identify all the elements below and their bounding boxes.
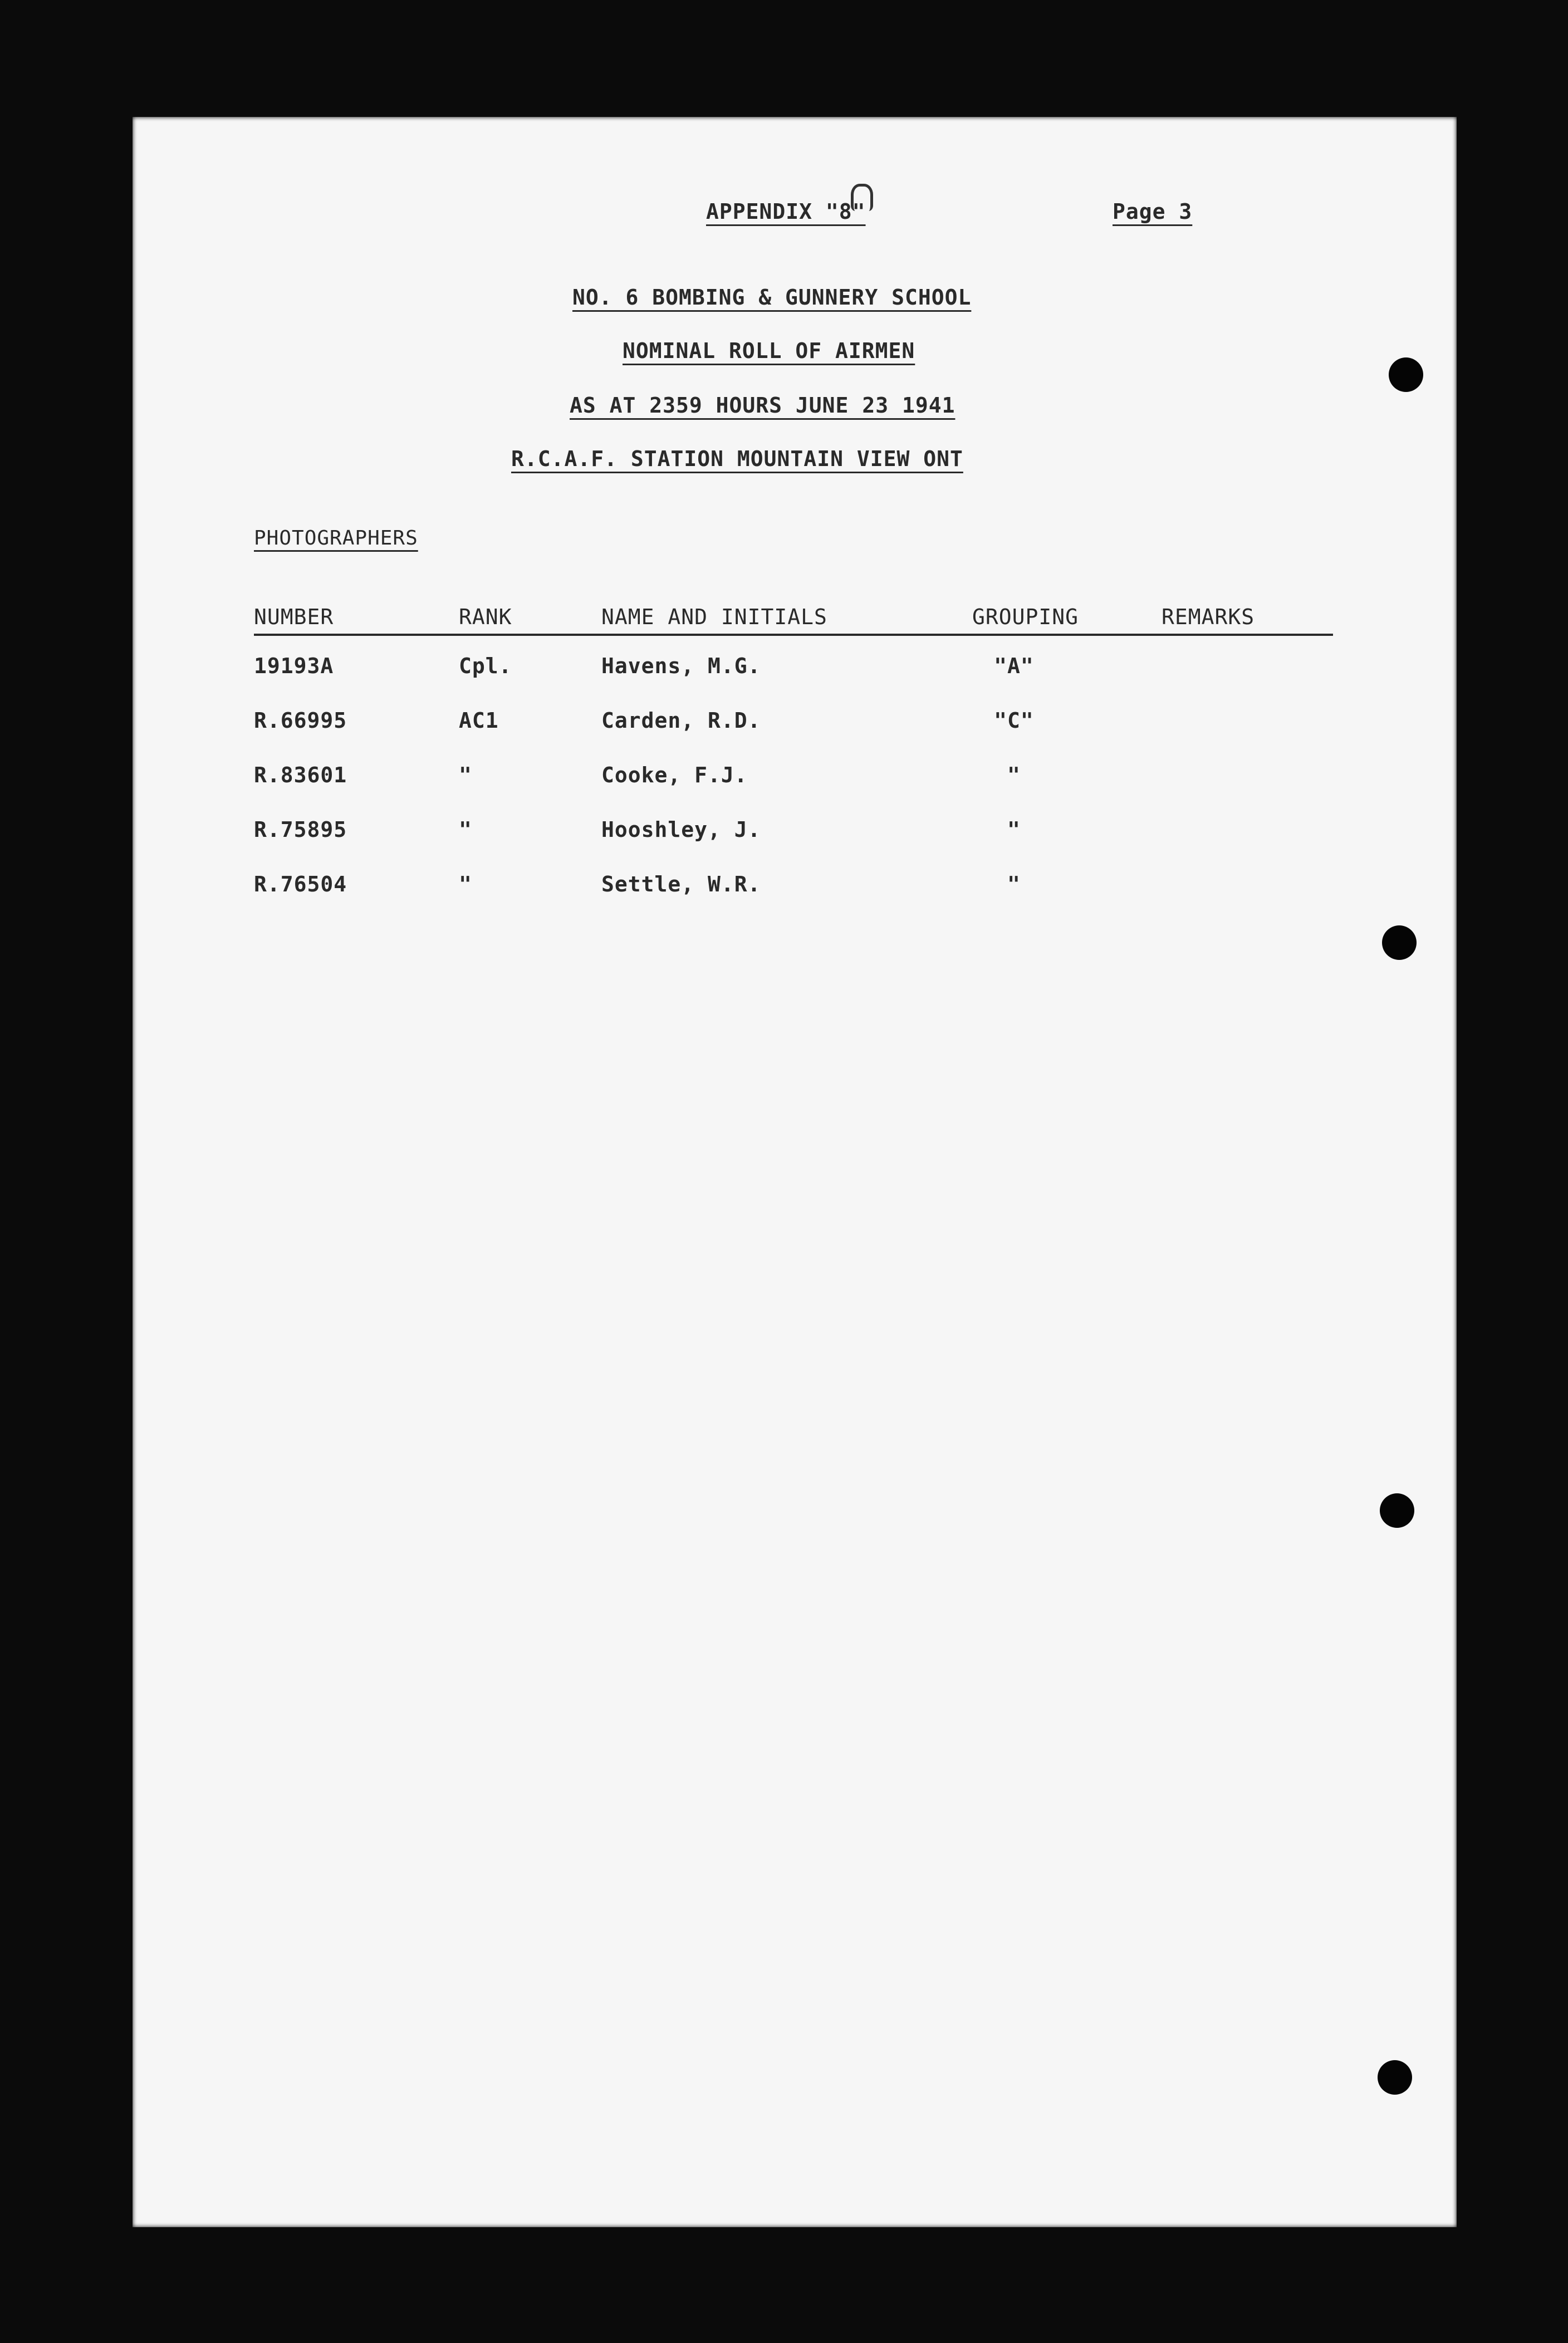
- table-row: [254, 800, 1333, 854]
- cell-name: Hooshley, J.: [601, 817, 761, 842]
- cell-number: R.75895: [254, 817, 347, 842]
- cell-name: Havens, M.G.: [601, 654, 761, 678]
- binder-hole: [1378, 2060, 1412, 2095]
- nominal-roll-table: [254, 600, 1333, 909]
- cell-number: 19193A: [254, 654, 334, 678]
- header-grouping: GROUPING: [972, 605, 1079, 629]
- header-rank: RANK: [459, 605, 512, 629]
- cell-rank: ": [459, 872, 472, 896]
- cell-name: Cooke, F.J.: [601, 763, 748, 787]
- station-title: R.C.A.F. STATION MOUNTAIN VIEW ONT: [511, 447, 963, 471]
- table-row: [254, 854, 1333, 909]
- header-number: NUMBER: [254, 605, 334, 629]
- header-remarks: REMARKS: [1162, 605, 1255, 629]
- cell-grouping: ": [1007, 763, 1021, 787]
- table-row: [254, 690, 1333, 745]
- binder-hole: [1382, 925, 1417, 960]
- cell-grouping: ": [1007, 872, 1021, 896]
- cell-number: R.76504: [254, 872, 347, 896]
- cell-name: Settle, W.R.: [601, 872, 761, 896]
- cell-grouping: "C": [994, 708, 1034, 733]
- cell-name: Carden, R.D.: [601, 708, 761, 733]
- header-name: NAME AND INITIALS: [601, 605, 827, 629]
- document-page: [133, 117, 1457, 2227]
- cell-number: R.66995: [254, 708, 347, 733]
- cell-rank: Cpl.: [459, 654, 512, 678]
- page-number: Page 3: [1113, 199, 1193, 224]
- cell-rank: ": [459, 763, 472, 787]
- cell-number: R.83601: [254, 763, 347, 787]
- section-heading: PHOTOGRAPHERS: [254, 527, 418, 550]
- cell-rank: AC1: [459, 708, 499, 733]
- binder-hole: [1389, 357, 1423, 392]
- table-row: [254, 636, 1333, 690]
- cell-grouping: "A": [994, 654, 1034, 678]
- school-title: NO. 6 BOMBING & GUNNERY SCHOOL: [572, 285, 972, 310]
- table-header: [254, 600, 1333, 636]
- roll-title: NOMINAL ROLL OF AIRMEN: [623, 339, 915, 363]
- table-row: [254, 745, 1333, 800]
- date-title: AS AT 2359 HOURS JUNE 23 1941: [570, 393, 955, 418]
- cell-rank: ": [459, 817, 472, 842]
- appendix-label: APPENDIX "8": [706, 199, 866, 224]
- cell-grouping: ": [1007, 817, 1021, 842]
- binder-hole: [1380, 1493, 1414, 1528]
